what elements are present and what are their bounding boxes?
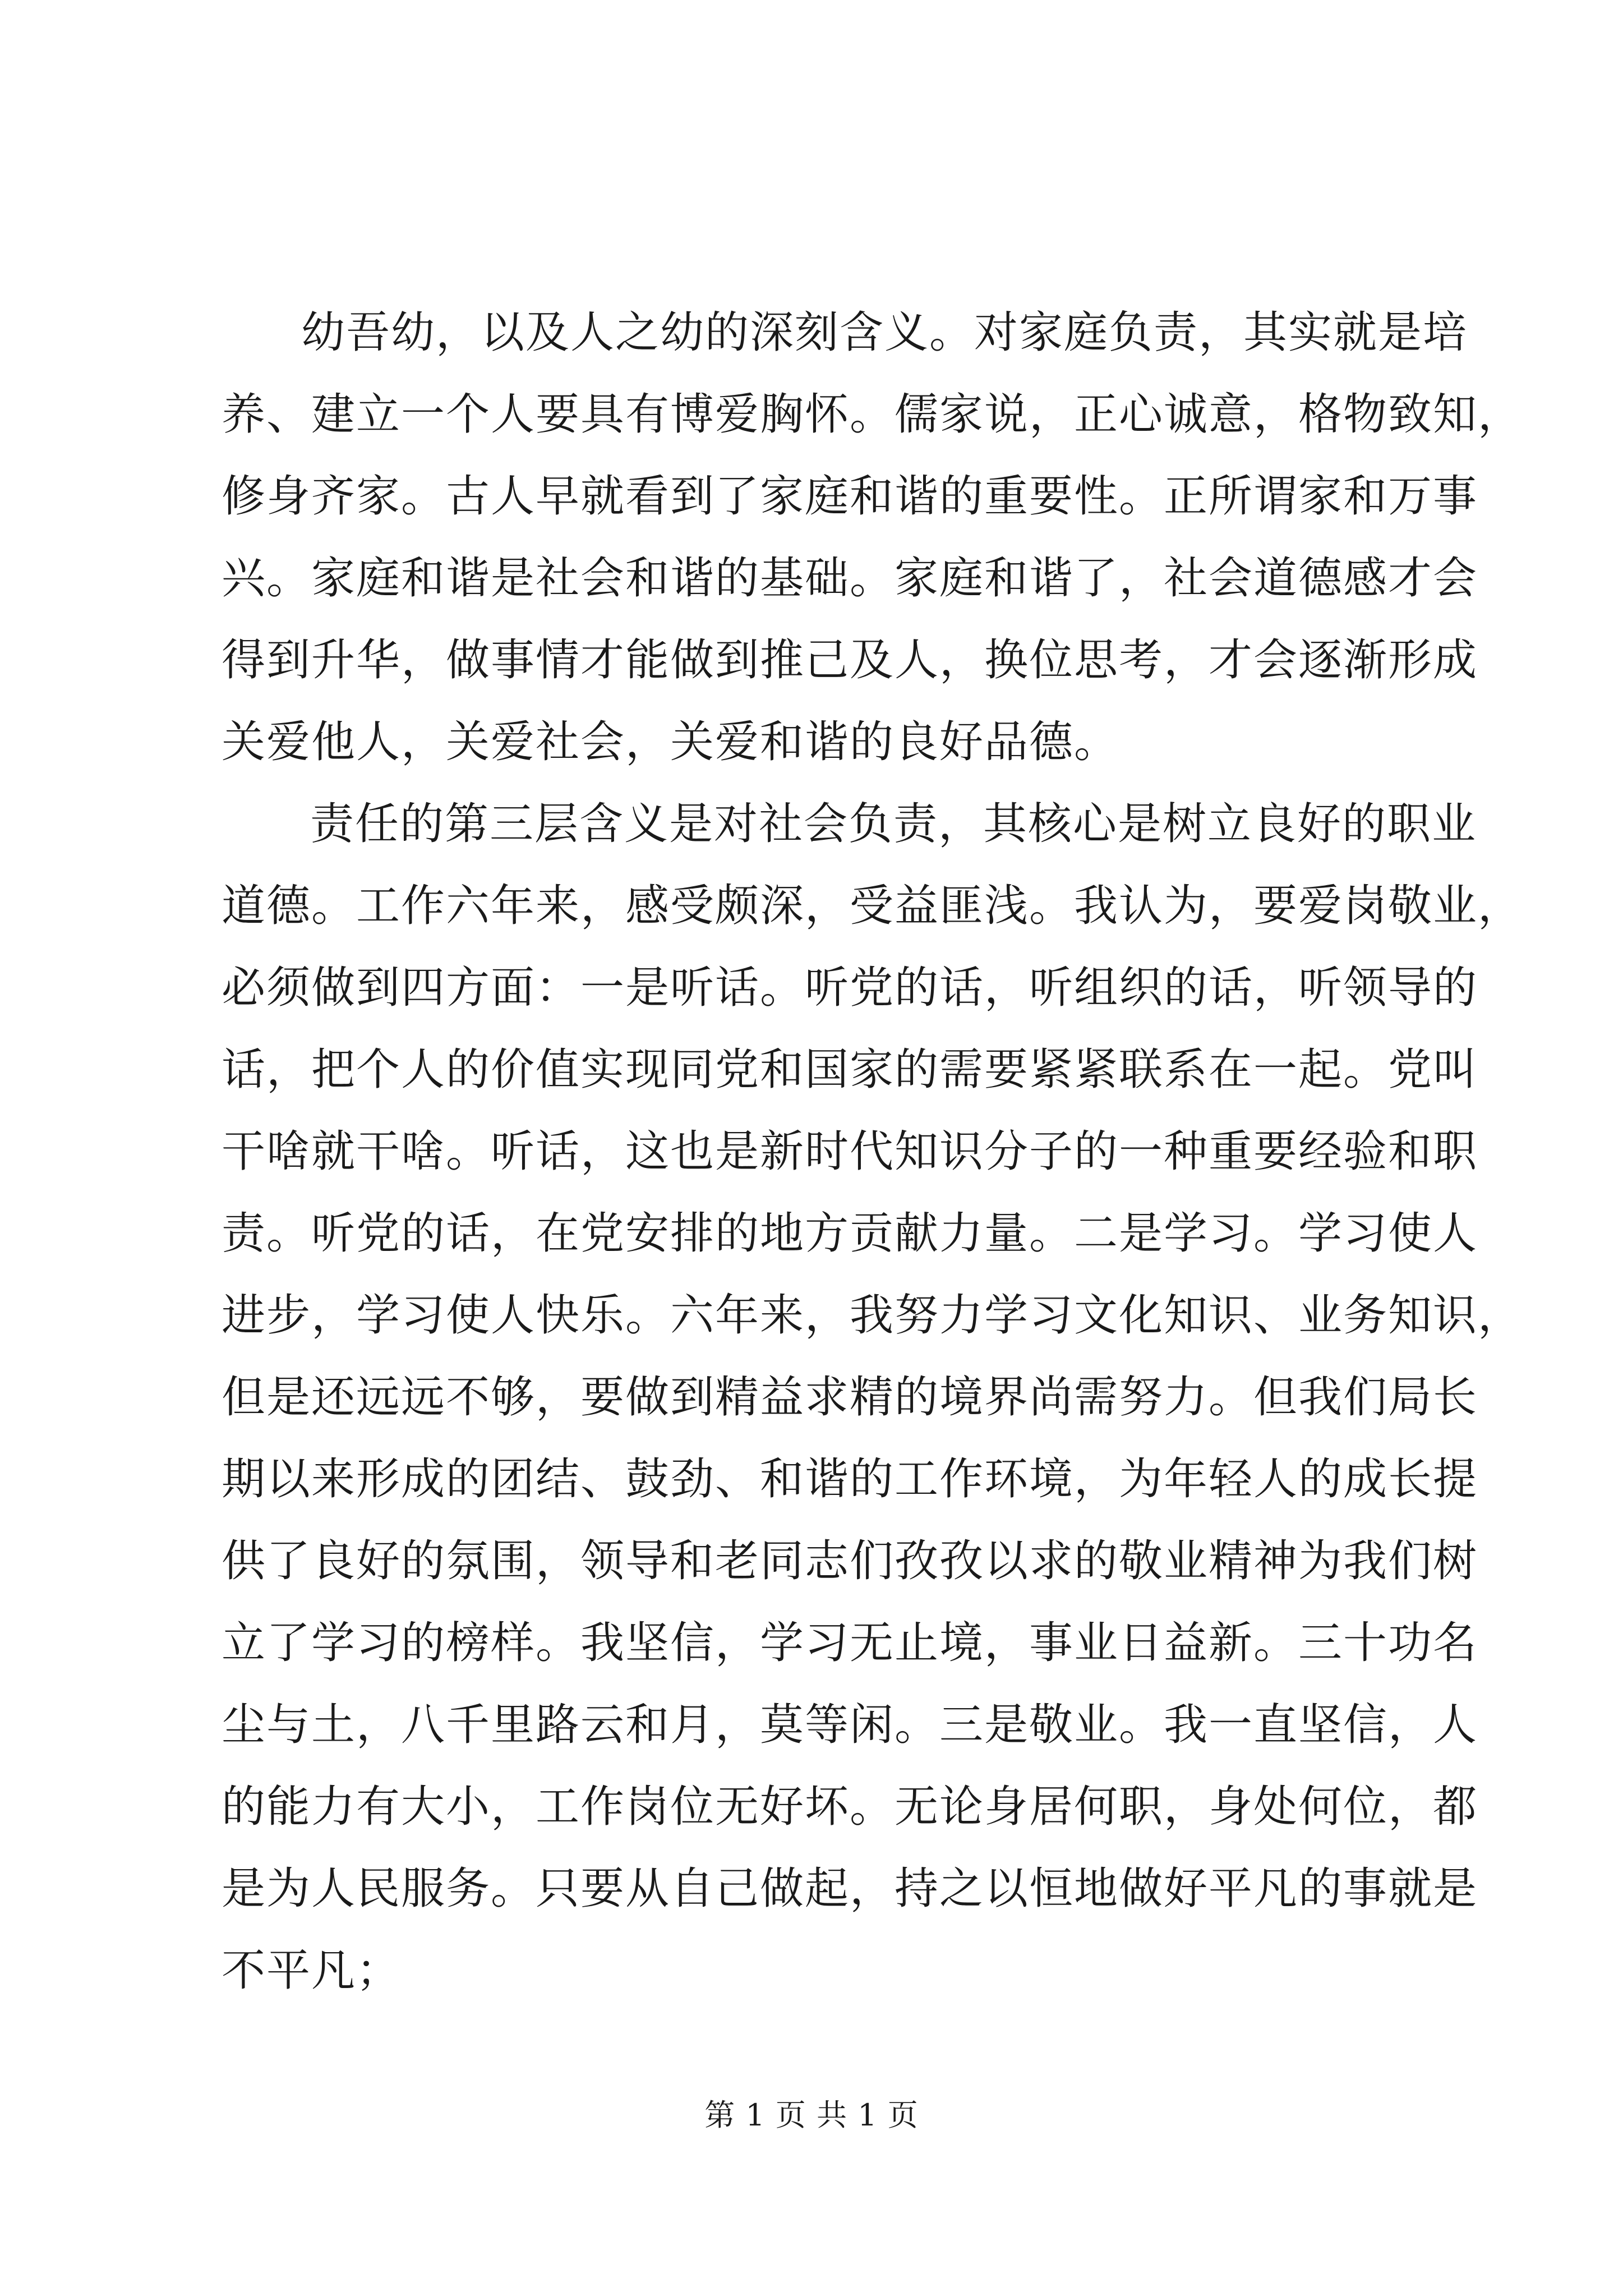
text-line: 期以来形成的团结、鼓劲、和谐的工作环境，为年轻人的成长提 [222, 1454, 1478, 1504]
text-line: 道德。工作六年来，感受颇深，受益匪浅。我认为，要爱岗敬业， [222, 881, 1523, 931]
text-line: 幼吾幼，以及人之幼的深刻含义。对家庭负责，其实就是培 [301, 307, 1468, 358]
document-body [222, 292, 1523, 2012]
text-line: 得到升华，做事情才能做到推己及人，换位思考，才会逐渐形成 [222, 635, 1478, 685]
text-line: 修身齐家。古人早就看到了家庭和谐的重要性。正所谓家和万事 [222, 471, 1478, 522]
text-line: 不平凡； [222, 1945, 402, 1996]
paragraph-1 [222, 292, 1523, 783]
page-number-label: 第 1 页 共 1 页 [704, 2097, 919, 2133]
text-line: 立了学习的榜样。我坚信，学习无止境，事业日益新。三十功名 [222, 1618, 1478, 1668]
text-line: 话，把个人的价值实现同党和国家的需要紧紧联系在一起。党叫 [222, 1045, 1478, 1095]
text-line: 供了良好的氛围，领导和老同志们孜孜以求的敬业精神为我们树 [222, 1536, 1478, 1586]
text-line: 是为人民服务。只要从自己做起，持之以恒地做好平凡的事就是 [222, 1864, 1478, 1914]
text-line: 养、建立一个人要具有博爱胸怀。儒家说，正心诚意，格物致知， [222, 389, 1523, 440]
text-line: 必须做到四方面：一是听话。听党的话，听组织的话，听领导的 [222, 963, 1478, 1013]
text-line: 兴。家庭和谐是社会和谐的基础。家庭和谐了，社会道德感才会 [222, 553, 1478, 604]
paragraph-2 [222, 783, 1523, 2012]
text-line: 进步，学习使人快乐。六年来，我努力学习文化知识、业务知识， [222, 1290, 1523, 1341]
text-line: 责任的第三层含义是对社会负责，其核心是树立良好的职业 [310, 799, 1477, 849]
text-line: 干啥就干啥。听话，这也是新时代知识分子的一种重要经验和职 [222, 1126, 1478, 1177]
page-footer [0, 2096, 1623, 2135]
text-line: 尘与土，八千里路云和月，莫等闲。三是敬业。我一直坚信，人 [222, 1700, 1478, 1750]
text-line: 责。听党的话，在党安排的地方贡献力量。二是学习。学习使人 [222, 1208, 1478, 1259]
text-line: 关爱他人，关爱社会，关爱和谐的良好品德。 [222, 717, 1119, 767]
text-line: 的能力有大小，工作岗位无好坏。无论身居何职，身处何位，都 [222, 1782, 1478, 1832]
text-line: 但是还远远不够，要做到精益求精的境界尚需努力。但我们局长 [222, 1372, 1478, 1423]
